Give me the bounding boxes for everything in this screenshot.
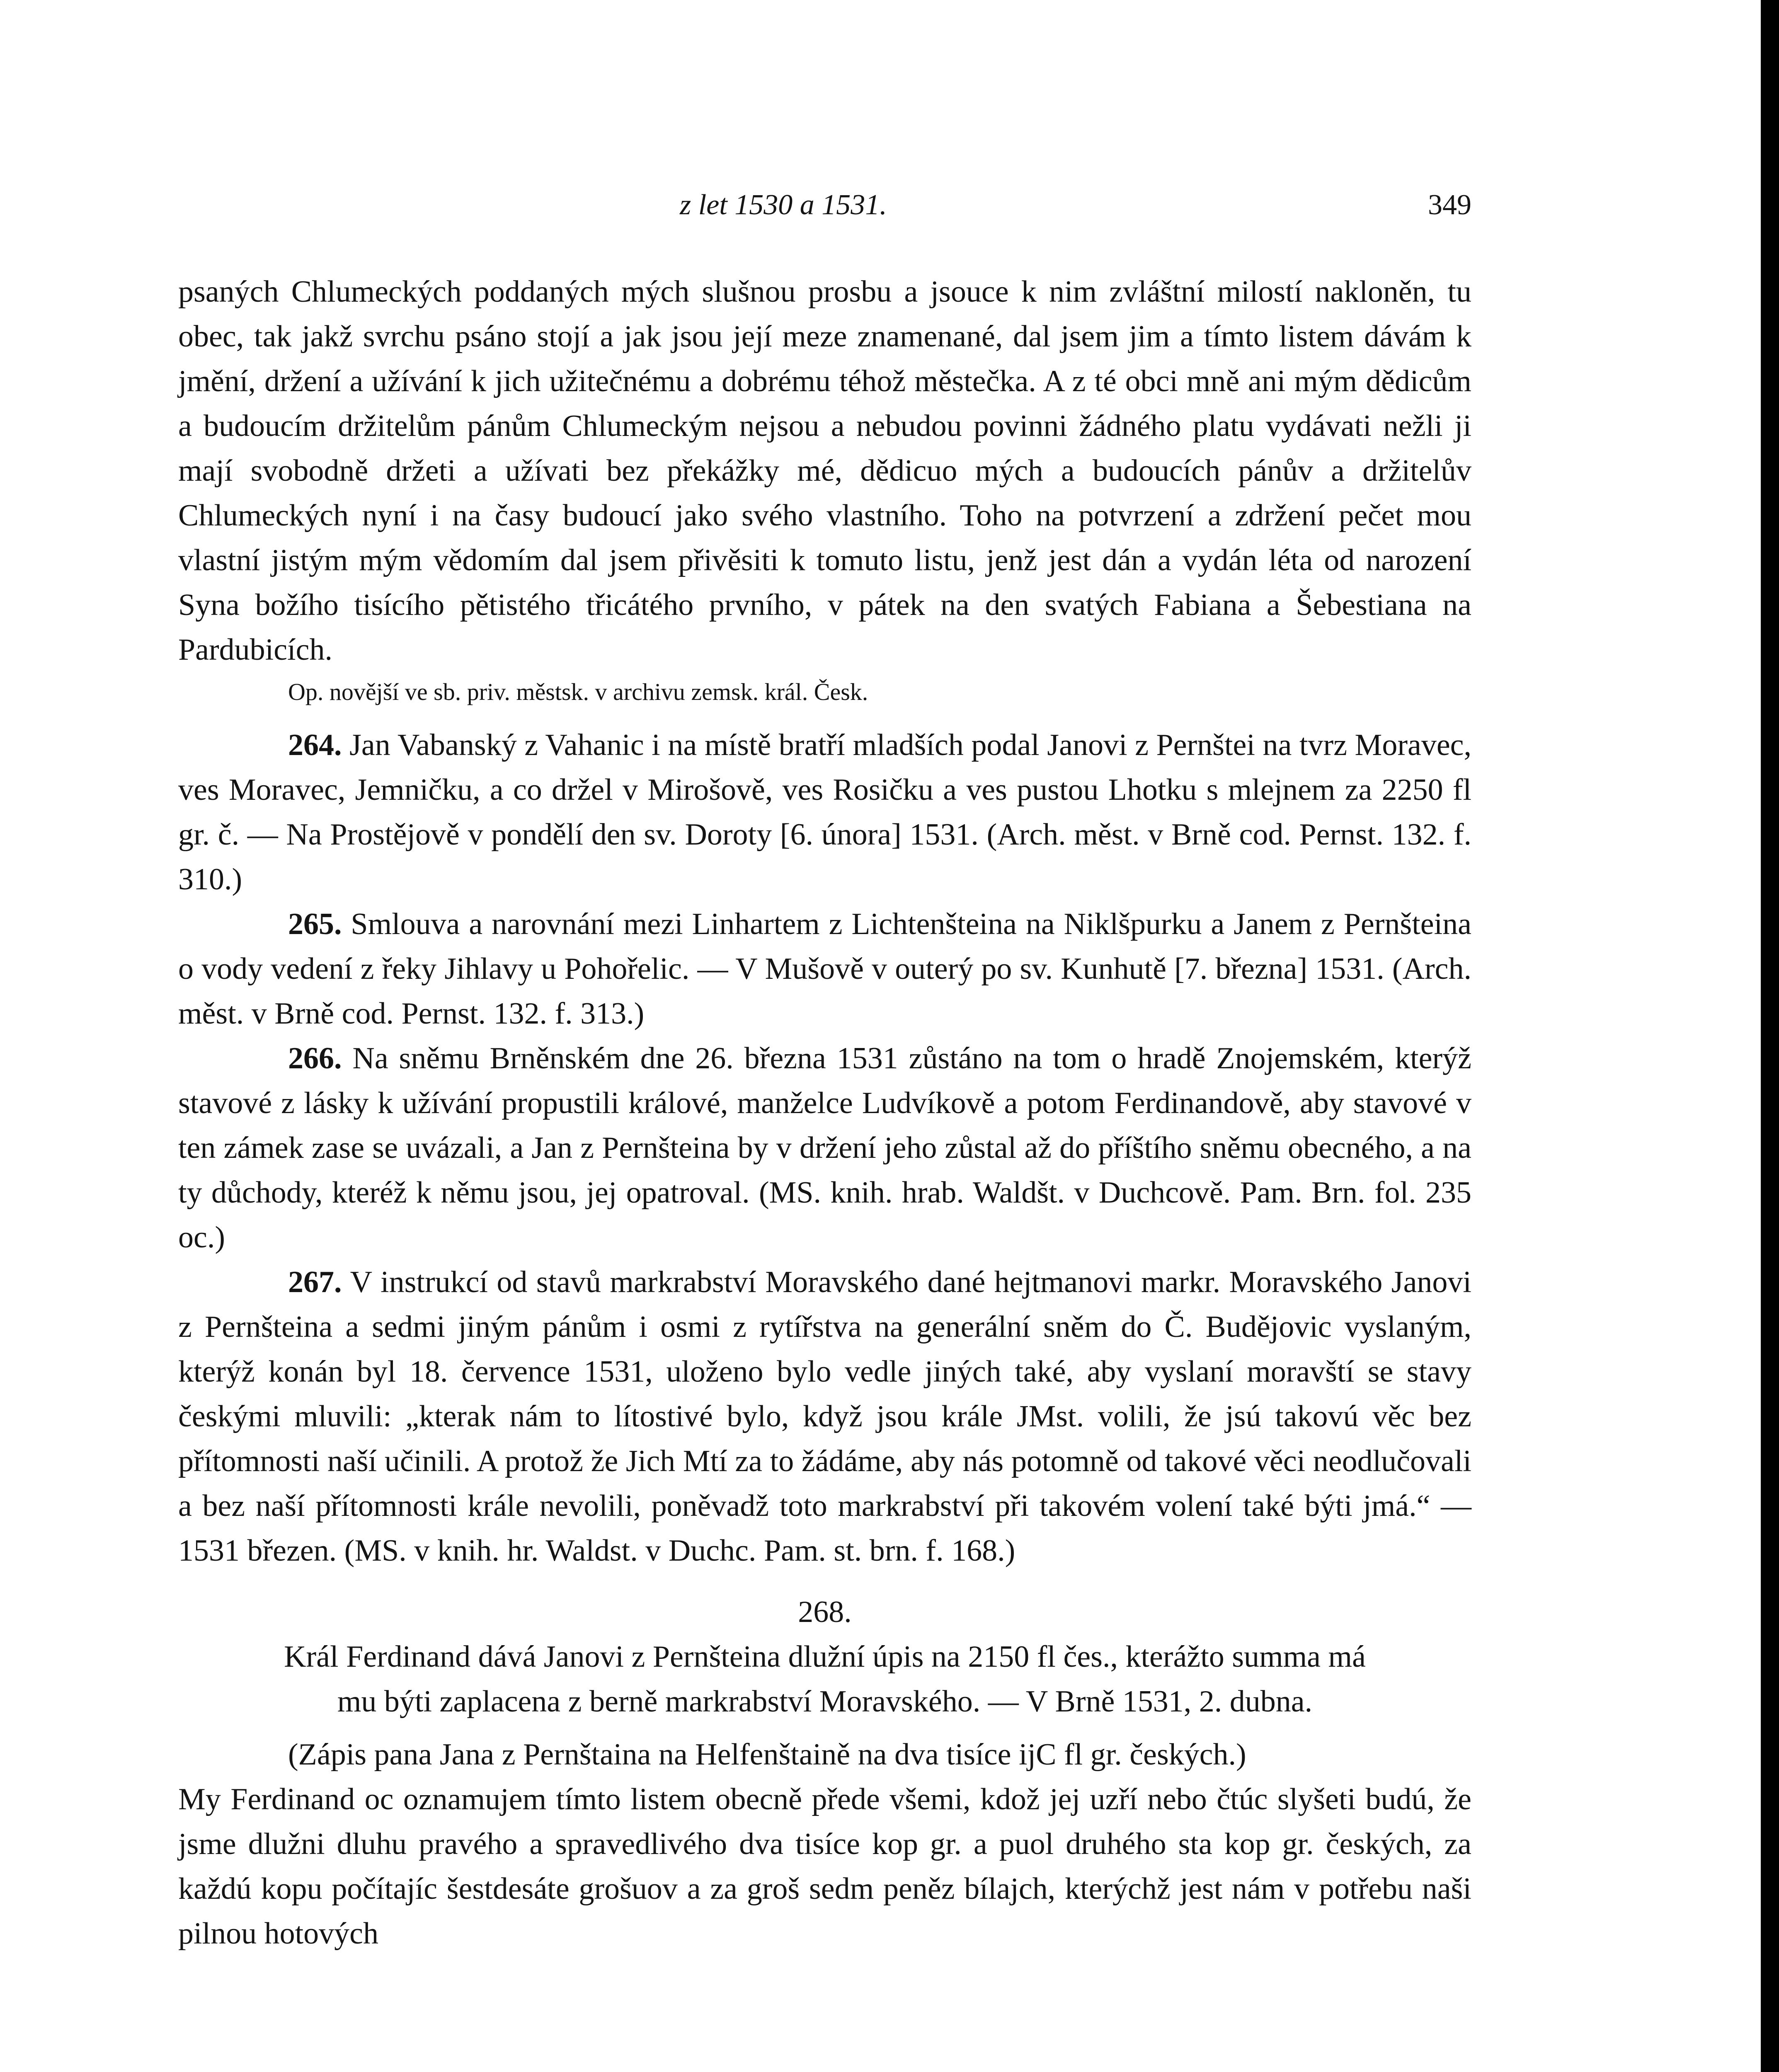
page-body xyxy=(178,269,1471,1956)
section-summary: Král Ferdinand dává Janovi z Pernšteina dlužní úpis na 2150 fl čes., kterážto summa má mu býti zaplacena z berně markrabství Moravského. — V Brně 1531, 2. dubna. xyxy=(284,1640,1366,1719)
entry-number: 266. xyxy=(288,1041,342,1075)
running-title: z let 1530 a 1531. xyxy=(680,189,887,221)
section-number: 268. xyxy=(798,1595,852,1629)
entry-number: 264. xyxy=(288,728,342,762)
page-number: 349 xyxy=(1428,189,1471,221)
page-header xyxy=(178,189,1471,234)
entry-267 xyxy=(178,1260,1471,1573)
source-note: Op. novější ve sb. priv. městsk. v archivu zemsk. král. Česk. xyxy=(288,678,868,705)
entry-text: Jan Vabanský z Vahanic i na místě bratří mladších podal Janovi z Pernštei na tvrz Moravec, ves Moravec, Jemničku, a co držel v Mirošově, ves Rosičku a ves pustou Lhotku s mlejnem za 2250 fl gr. č. — Na Prostějově v pondělí den sv. Doroty [6. února] 1531. (Arch. měst. v Brně cod. Pernst. 132. f. 310.) xyxy=(178,728,1472,896)
entry-text: V instrukcí od stavů markrabství Moravského dané hejtmanovi markr. Moravského Janovi z Pernšteina a sedmi jiným pánům i osmi z rytířstva na generální sněm do Č. Budějovic vyslaným, kterýž konán byl 18. července 1531, uloženo bylo vedle jiných také, aby vyslaní moravští se stavy českými mluvili: „kterak nám to lítostivé bylo, když jsou krále JMst. volili, že jsú takovú věc bez přítomnosti naší učinili. A protož že Jich Mtí za to žádáme, aby nás potomně od takové věci neodlučovali a bez naší přítomnosti krále nevolili, poněvadž toto markrabství při takovém volení také býti jmá.“ — 1531 březen. (MS. v knih. hr. Waldst. v Duchc. Pam. st. brn. f. 168.) xyxy=(178,1265,1471,1568)
intro-block xyxy=(178,269,1471,712)
entry-264 xyxy=(178,723,1471,902)
entry-265 xyxy=(178,902,1471,1036)
entry-number: 265. xyxy=(288,907,342,941)
entry-text: Smlouva a narovnání mezi Linhartem z Lichtenšteina na Niklšpurku a Janem z Pernšteina o vody vedení z řeky Jihlavy u Pohořelic. — V Mušově v outerý po sv. Kunhutě [7. března] 1531. (Arch. měst. v Brně cod. Pernst. 132. f. 313.) xyxy=(178,907,1472,1031)
entry-number: 267. xyxy=(288,1265,342,1299)
document-body: My Ferdinand oc oznamujem tímto listem obecně přede všemi, kdož jej uzří nebo čtúc slyšeti budú, že jsme dlužni dluhu pravého a spravedlivého dva tisíce kop gr. a puol druhého sta kop gr. českých, za každú kopu počítajíc šestdesáte grošuov a za groš sedm peněz bílajch, kterýchž jest nám v potřebu naši pilnou hotových xyxy=(178,1782,1471,1951)
document-heading: (Zápis pana Jana z Pernštaina na Helfenštaině na dva tisíce ijC fl gr. českých.) xyxy=(288,1738,1246,1772)
intro-paragraph: psaných Chlumeckých poddaných mých slušnou prosbu a jsouce k nim zvláštní milostí nakloněn, tu obec, tak jakž svrchu psáno stojí a jak jsou její meze znamenané, dal jsem jim a tímto listem dávám k jmění, držení a užívání k jich užitečnému a dobrému téhož městečka. A z té obci mně ani mým dědicům a budoucím držitelům pánům Chlumeckým nejsou a nebudou povinni žádného platu vydávati nežli ji mají svobodně držeti a užívati bez překážky mé, dědicuo mých a budoucích pánův a držitelův Chlumeckých nyní i na časy budoucí jako svého vlastního. Toho na potvrzení a zdržení pečet mou vlastní jistým mým vědomím dal jsem přivěsiti k tomuto listu, jenž jest dán a vydán léta od narození Syna božího tisícího pětistého třicátého prvního, v pátek na den svatých Fabiana a Šebestiana na Pardubicích. xyxy=(178,275,1471,667)
entry-text: Na sněmu Brněnském dne 26. března 1531 zůstáno na tom o hradě Znojemském, kterýž stavové z lásky k užívání propustili králové, manželce Ludvíkově a potom Ferdinandově, aby stavové v ten zámek zase se uvázali, a Jan z Pernšteina by v držení jeho zůstal až do příštího sněmu obecného, a na ty důchody, kteréž k němu jsou, jej opatroval. (MS. knih. hrab. Waldšt. v Duchcově. Pam. Brn. fol. 235 oc.) xyxy=(178,1041,1471,1254)
entry-266 xyxy=(178,1036,1471,1260)
